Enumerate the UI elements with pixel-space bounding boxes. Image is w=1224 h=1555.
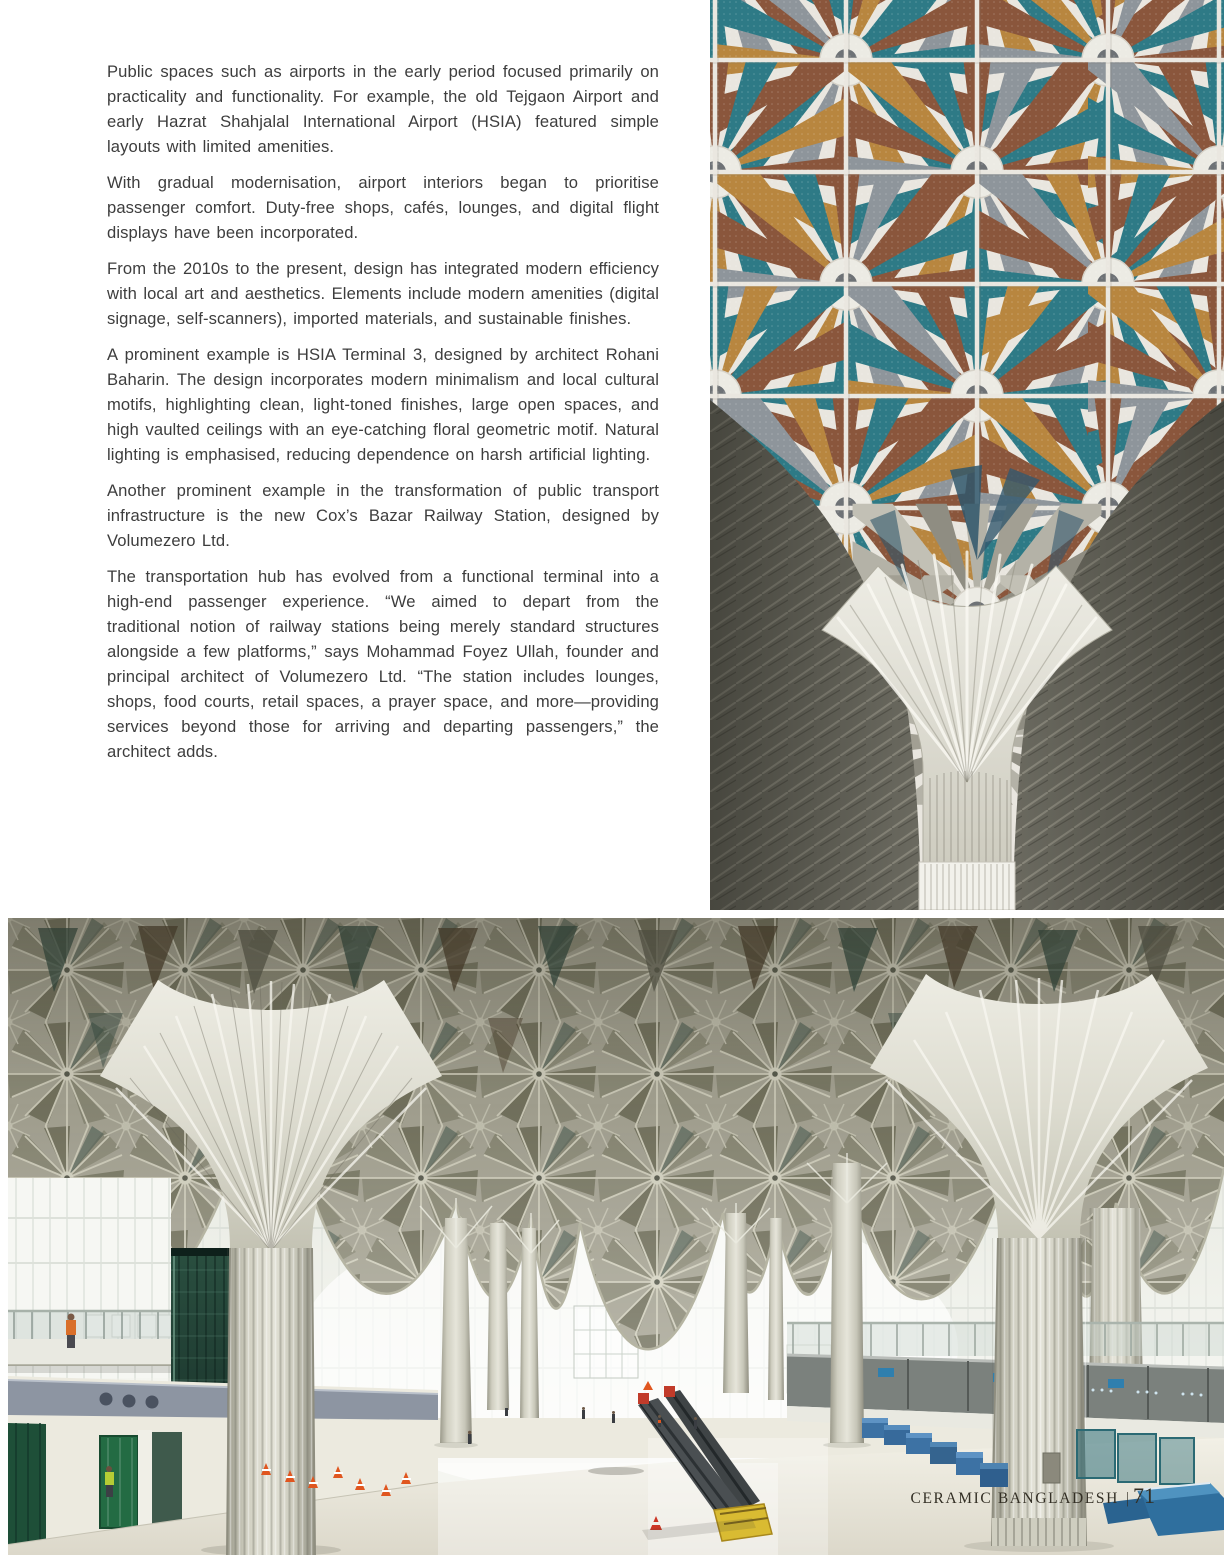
ceiling-pattern-photo — [710, 0, 1224, 910]
article-paragraph: Public spaces such as airports in the early period focused primarily on practicality and functionality. For example, the old Tejgaon Airport and early Hazrat Shahjalal International Airport (HSIA) featured simple layouts with limited amenities. — [107, 62, 659, 156]
article-paragraph: With gradual modernisation, airport interiors began to prioritise passenger comfort. Duty-free shops, cafés, lounges, and digital flight displays have been incorporated. — [107, 173, 659, 242]
article-paragraph: The transportation hub has evolved from a functional terminal into a high-end passenger experience. “We aimed to depart from the traditional notion of railway stations being merely standard structures alongside a few platforms,” says Mohammad Foyez Ullah, founder and principal architect of Volumezero Ltd. “The station includes lounges, shops, food courts, retail spaces, a prayer space, and more—providing services beyond those for arriving and departing passengers,” the architect adds. — [107, 567, 659, 761]
footer-separator: | — [1125, 1490, 1129, 1507]
magazine-name: CERAMIC BANGLADESH — [910, 1490, 1119, 1507]
left-mezzanine — [8, 1311, 171, 1373]
article-paragraph: From the 2010s to the present, design has integrated modern efficiency with local art and aesthetics. Elements include modern amenities (digital signage, self-scanners), imported materials, and sustainable finishes. — [107, 259, 659, 328]
article-paragraph: A prominent example is HSIA Terminal 3, designed by architect Rohani Baharin. The design incorporates modern minimalism and local cultural motifs, highlighting clean, light-toned finishes, large open spaces, and high vaulted ceilings with an eye-catching floral geometric motif. Natural lighting is emphasised, reducing dependence on harsh artificial lighting. — [107, 345, 659, 464]
station-interior-photo — [8, 918, 1224, 1555]
page-footer — [911, 1483, 1155, 1509]
article-text-column — [107, 59, 659, 775]
article-paragraph: Another prominent example in the transformation of public transport infrastructure is the new Cox’s Bazar Railway Station, designed by Volumezero Ltd. — [107, 481, 659, 550]
station-interior-art — [8, 918, 1224, 1555]
page-number: 71 — [1133, 1483, 1155, 1508]
ceiling-pattern-art — [710, 0, 1224, 910]
